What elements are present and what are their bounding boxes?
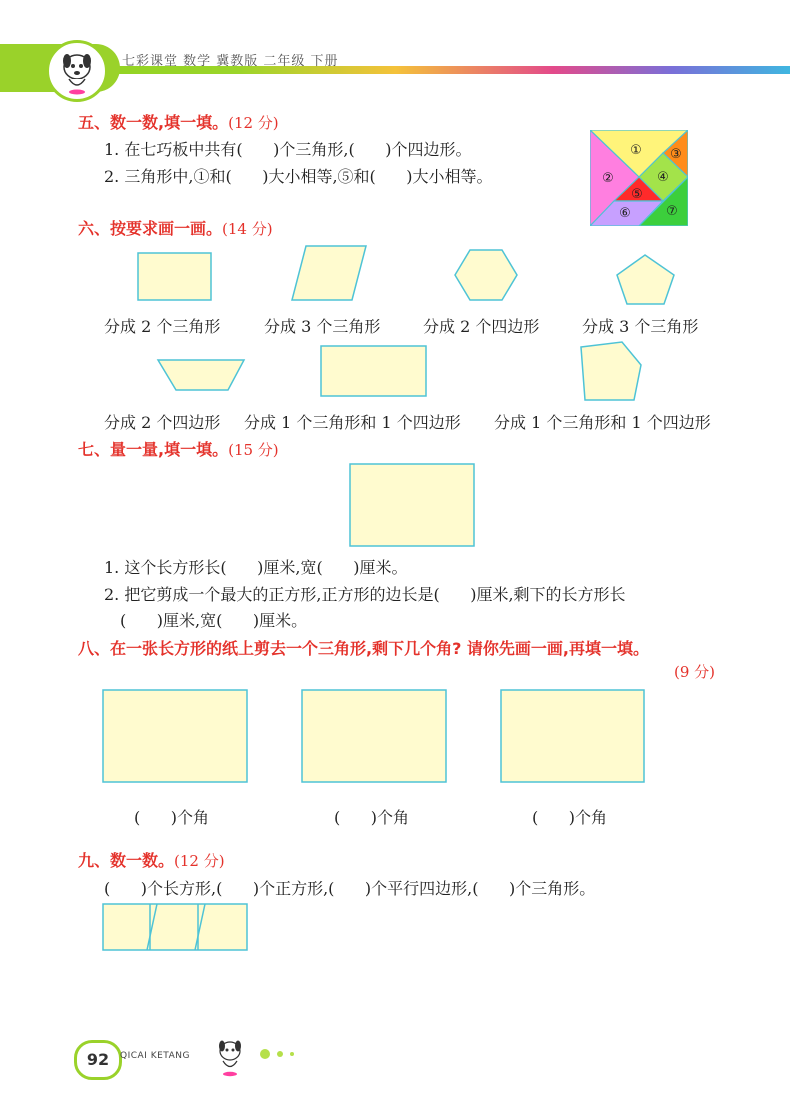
caption-4: 分成 3 个三角形	[582, 317, 699, 336]
paper-rectangle-1	[103, 690, 247, 782]
tangram-label-4: ④	[657, 170, 669, 185]
section-6-title: 六、按要求画一画。	[78, 219, 223, 238]
caption-6: 分成 1 个三角形和 1 个四边形	[244, 413, 461, 432]
section-5-title: 五、数一数,填一填。	[78, 113, 229, 132]
caption-2: 分成 3 个三角形	[264, 317, 381, 336]
section-9-question: ( )个长方形,( )个正方形,( )个平行四边形,( )个三角形。	[104, 879, 596, 898]
caption-3: 分成 2 个四边形	[423, 317, 540, 336]
section-7-q1: 1. 这个长方形长( )厘米,宽( )厘米。	[104, 558, 408, 577]
footer-brand: QICAI KETANG	[120, 1051, 190, 1061]
section-5-q2: 2. 三角形中,①和( )大小相等,⑤和( )大小相等。	[104, 167, 493, 186]
section-8-score: (9 分)	[674, 663, 716, 681]
hexagon-shape	[455, 250, 517, 300]
page-number: 92	[74, 1040, 122, 1080]
angle-caption-2: ( )个角	[334, 808, 410, 827]
caption-7: 分成 1 个三角形和 1 个四边形	[494, 413, 711, 432]
tangram-figure	[590, 130, 688, 226]
irregular-pentagon-shape	[581, 342, 641, 400]
paper-rectangle-3	[501, 690, 644, 782]
section-7-score: (15 分)	[228, 441, 279, 459]
section-8-title: 八、在一张长方形的纸上剪去一个三角形,剩下几个角? 请你先画一画,再填一填。	[78, 639, 650, 658]
angle-caption-1: ( )个角	[134, 808, 210, 827]
caption-1: 分成 2 个三角形	[104, 317, 221, 336]
section-7-title: 七、量一量,填一填。	[78, 440, 229, 459]
section-9-score: (12 分)	[174, 852, 225, 870]
section-5-score: (12 分)	[228, 114, 279, 132]
parallelogram-shape	[292, 246, 366, 300]
section-7-q2b: ( )厘米,宽( )厘米。	[120, 611, 308, 630]
section-9-title: 九、数一数。	[78, 851, 175, 870]
tangram-label-3: ③	[670, 147, 682, 162]
footer-mascot-icon	[210, 1034, 310, 1080]
measure-rectangle	[348, 462, 478, 550]
caption-5: 分成 2 个四边形	[104, 413, 221, 432]
section-5-q1: 1. 在七巧板中共有( )个三角形,( )个四边形。	[104, 140, 472, 159]
section-9-heading	[78, 848, 225, 871]
long-rectangle-shape	[321, 346, 426, 396]
section-8-rectangles	[0, 685, 800, 785]
mascot-dog-icon	[46, 40, 108, 102]
tangram-label-1: ①	[630, 143, 642, 158]
tangram-label-2: ②	[602, 171, 614, 186]
tangram-label-7: ⑦	[666, 204, 678, 219]
section-7-q2a: 2. 把它剪成一个最大的正方形,正方形的边长是( )厘米,剩下的长方形长	[104, 585, 626, 604]
section-5-heading	[78, 110, 279, 133]
count-figure	[100, 900, 250, 954]
angle-caption-3: ( )个角	[532, 808, 608, 827]
measure-rectangle-shape	[350, 464, 474, 546]
paper-rectangle-2	[302, 690, 446, 782]
section-6-score: (14 分)	[222, 220, 273, 238]
trapezoid-shape	[158, 360, 244, 390]
count-figure-outer	[103, 904, 247, 950]
section-6-heading	[78, 216, 273, 239]
header-title: 七彩课堂 数学 冀教版 二年级 下册	[122, 54, 339, 69]
section-7-heading	[78, 437, 279, 460]
pentagon-shape	[617, 255, 674, 304]
rectangle-shape	[138, 253, 211, 300]
tangram-label-6: ⑥	[619, 206, 631, 221]
tangram-label-5: ⑤	[631, 187, 643, 202]
